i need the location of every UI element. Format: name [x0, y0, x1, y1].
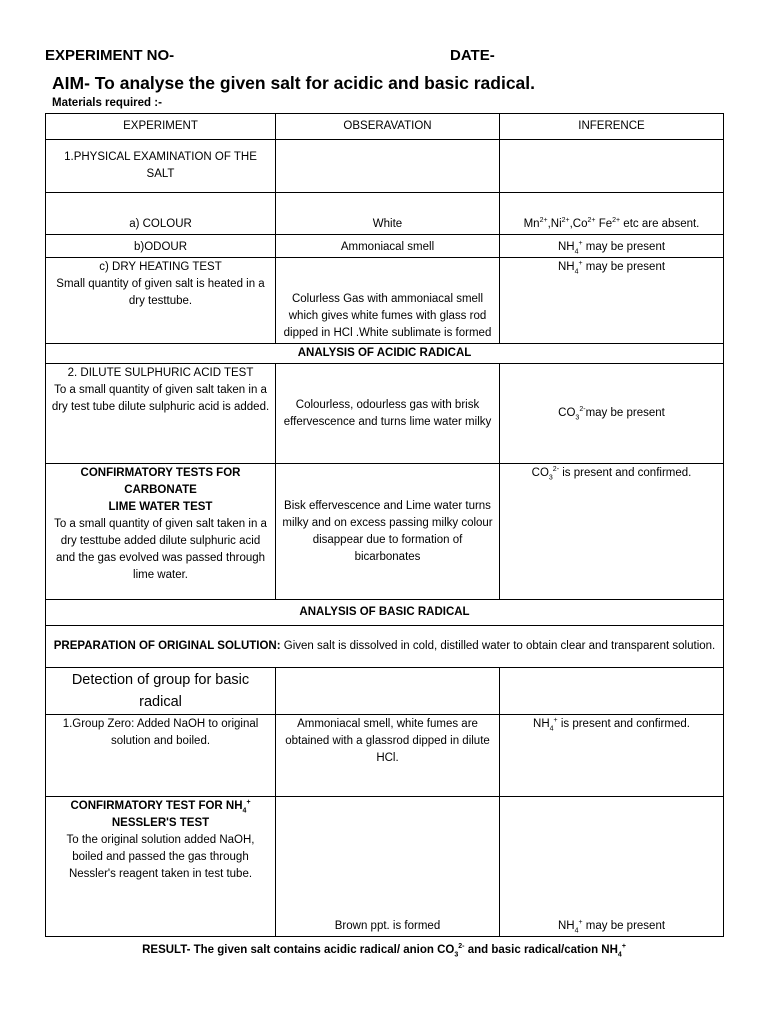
group-zero-observation: Ammoniacal smell, white fumes are obtained with a glassrod dipped in dilute HCl. [276, 715, 500, 797]
carbonate-confirm-inference: $CO_3^{2-}$ is present and confirmed. [500, 464, 724, 600]
result-statement: RESULT- The given salt contains acidic radical/ anion $CO_3^{2-}$ and basic radical/cation $NH_4^+$ [142, 943, 626, 959]
table-row [46, 140, 724, 193]
group-detection-heading: Detection of group for basic radical [46, 668, 276, 715]
dilute-acid-observation: Colourless, odourless gas with brisk effervescence and turns lime water milky [276, 364, 500, 464]
carbonate-confirm-experiment [46, 464, 276, 600]
colour-observation: White [276, 193, 500, 235]
original-solution-text: Given salt is dissolved in cold, distilled water to obtain clear and transparent solution. [280, 640, 716, 652]
table-row [46, 668, 724, 715]
dilute-acid-body: To a small quantity of given salt taken in a dry test tube dilute sulphuric acid is added. [51, 384, 270, 413]
acidic-radical-heading: ANALYSIS OF ACIDIC RADICAL [46, 344, 724, 364]
original-solution-label: PREPARATION OF ORIGINAL SOLUTION: [53, 640, 281, 652]
dilute-acid-inference: $CO_3^{2-}may$ be present [500, 364, 724, 464]
group-zero-inference: $NH_4^+$ is present and confirmed. [500, 715, 724, 797]
dilute-acid-experiment [46, 364, 276, 464]
carbonate-confirm-observation: Bisk effervescence and Lime water turns milky and on excess passing milky colour disappear due to formation of bicarbonates [276, 464, 500, 600]
odour-inference: $NH_4^+$ may be present [500, 235, 724, 258]
materials-label: Materials required :- [52, 97, 162, 109]
aim-heading: AIM- To analyse the given salt for acidic and basic radical. [52, 73, 536, 93]
dry-heating-observation: Colurless Gas with ammoniacal smell which gives white fumes with glass rod dipped in HCl .White sublimate is formed [276, 258, 500, 344]
column-header-observation: OBSERAVATION [276, 114, 500, 140]
dry-heating-body: Small quantity of given salt is heated in a dry testtube. [56, 278, 265, 307]
dry-heating-inference: $NH_4^+$ may be present [500, 258, 724, 344]
table-row [46, 235, 724, 258]
original-solution-cell [46, 626, 724, 668]
physical-exam-title: 1.PHYSICAL EXAMINATION OF THE SALT [46, 140, 276, 193]
empty-cell [500, 140, 724, 193]
odour-experiment: b)ODOUR [46, 235, 276, 258]
dry-heating-experiment [46, 258, 276, 344]
odour-observation: Ammoniacal smell [276, 235, 500, 258]
empty-cell [276, 140, 500, 193]
table-row [46, 797, 724, 937]
table-row [46, 626, 724, 668]
carbonate-confirm-title: CONFIRMATORY TESTS FOR CARBONATE [80, 467, 241, 496]
table-row [46, 258, 724, 344]
carbonate-confirm-body: To a small quantity of given salt taken in a dry testtube added dilute sulphuric acid and the gas evolved was passed through lime water. [54, 518, 267, 581]
dry-heating-title: c) DRY HEATING TEST [99, 261, 222, 273]
nh4-confirm-inference: $NH_4^+$ may be present [500, 797, 724, 937]
nh4-confirm-observation: Brown ppt. is formed [276, 797, 500, 937]
table-row [46, 364, 724, 464]
table-header-row [46, 114, 724, 140]
experiment-table [45, 113, 724, 937]
section-heading-row [46, 344, 724, 364]
section-heading-row [46, 600, 724, 626]
table-row [46, 464, 724, 600]
nh4-confirm-title: CONFIRMATORY TEST FOR $NH_4^+$ [70, 799, 251, 815]
column-header-experiment: EXPERIMENT [46, 114, 276, 140]
empty-cell [276, 668, 500, 715]
table-row [46, 715, 724, 797]
colour-inference: $Mn^{2+},Ni^{2+},Co^{2+}$ $Fe^{2+}$ etc are absent. [500, 193, 724, 235]
date-label: DATE- [450, 47, 495, 64]
nesslers-test-title: NESSLER'S TEST [111, 817, 210, 829]
lime-water-test-title: LIME WATER TEST [108, 501, 213, 513]
nh4-confirm-body: To the original solution added NaOH, boiled and passed the gas through Nessler's reagent taken in test tube. [66, 834, 255, 880]
empty-cell [500, 668, 724, 715]
experiment-number-label: EXPERIMENT NO- [45, 47, 175, 64]
table-row [46, 193, 724, 235]
colour-experiment: a) COLOUR [46, 193, 276, 235]
basic-radical-heading: ANALYSIS OF BASIC RADICAL [46, 600, 724, 626]
group-zero-experiment: 1.Group Zero: Added NaOH to original solution and boiled. [46, 715, 276, 797]
dilute-acid-title: 2. DILUTE SULPHURIC ACID TEST [67, 367, 254, 379]
column-header-inference: INFERENCE [500, 114, 724, 140]
nh4-confirm-experiment [46, 797, 276, 937]
